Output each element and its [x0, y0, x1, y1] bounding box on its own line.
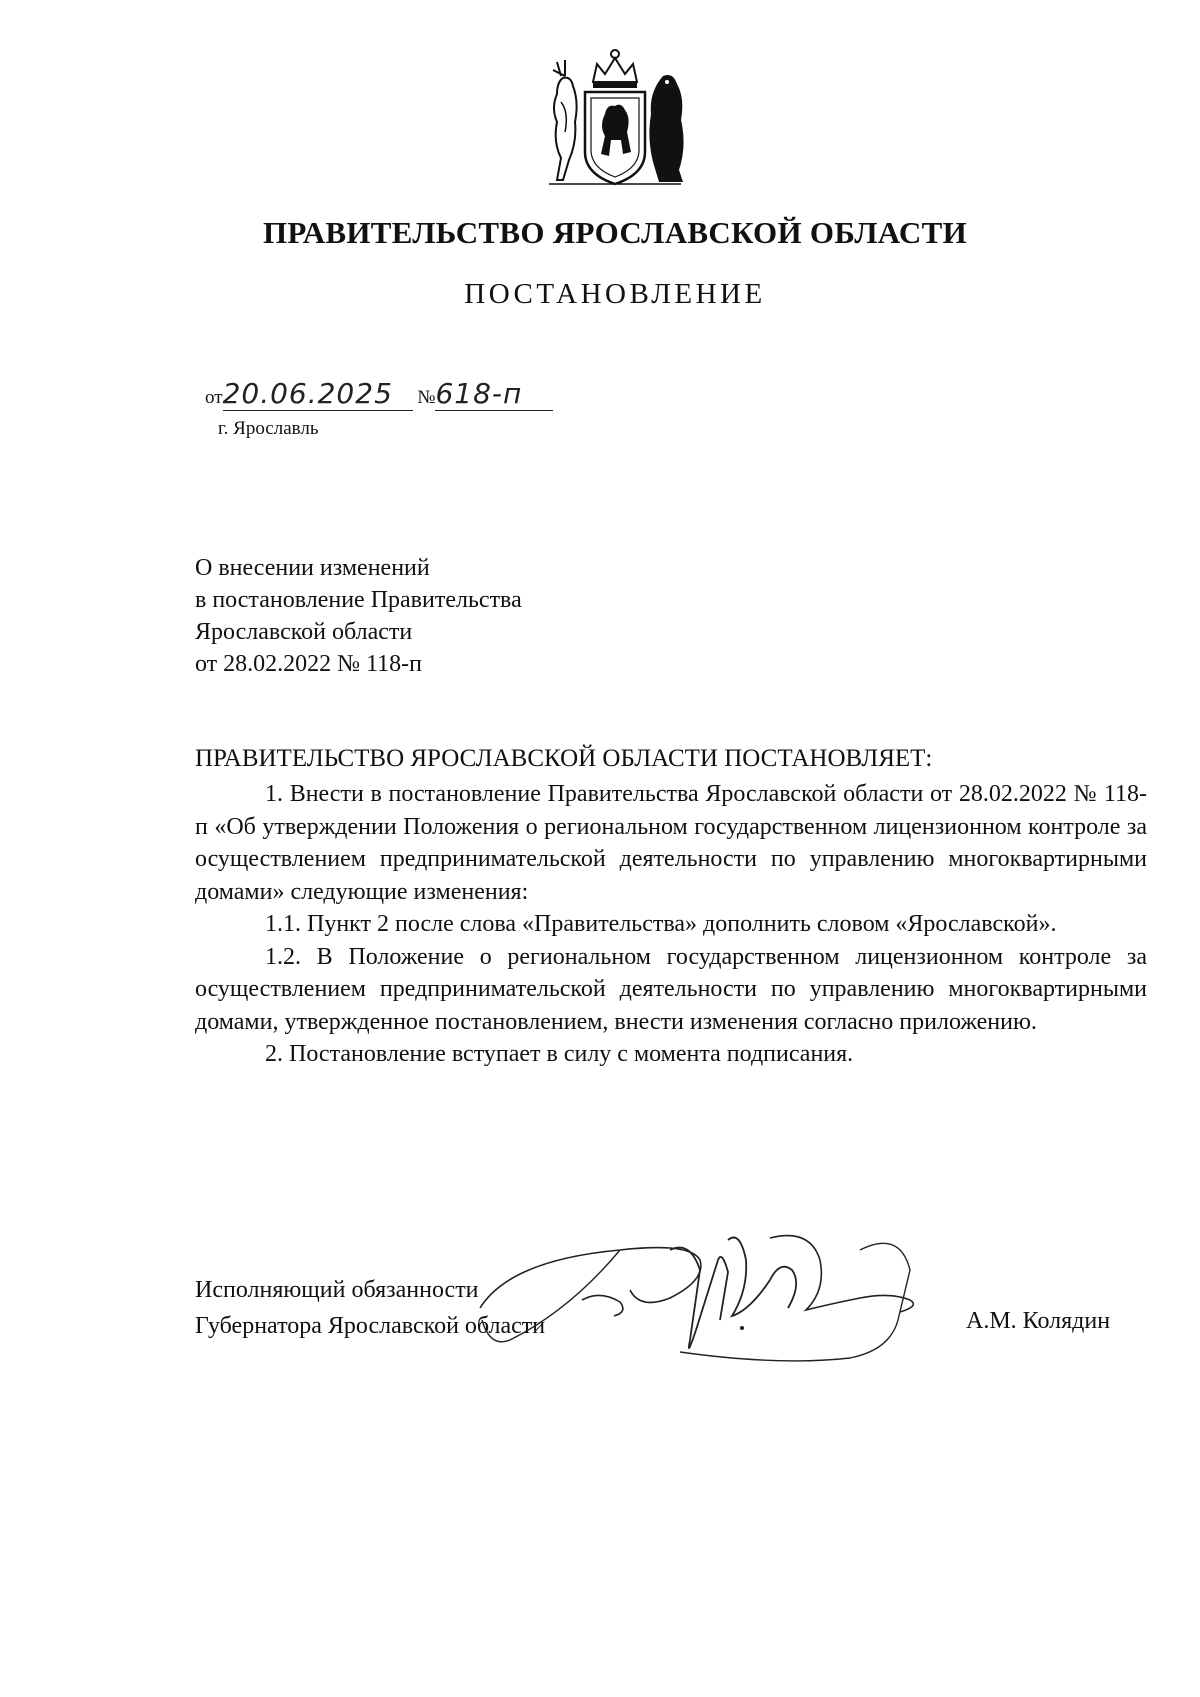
number-prefix: № [417, 387, 436, 408]
body-paragraph: 2. Постановление вступает в силу с момента подписания. [265, 1041, 854, 1067]
date-number-line [205, 377, 553, 411]
number-value: 618-п [435, 377, 523, 410]
subject-line: Ярославской области [195, 619, 413, 645]
position-line: Исполняющий обязанности [195, 1277, 479, 1303]
subject-line: О внесении изменений [195, 555, 430, 581]
date-prefix: от [205, 387, 223, 408]
document-type: ПОСТАНОВЛЕНИЕ [464, 278, 766, 310]
date-value: 20.06.2025 [222, 377, 393, 410]
coat-of-arms-emblem [535, 42, 695, 192]
signatory-name: А.М. Колядин [966, 1308, 1111, 1334]
resolution-heading: ПРАВИТЕЛЬСТВО ЯРОСЛАВСКОЙ ОБЛАСТИ ПОСТАНОВЛЯЕТ: [195, 745, 933, 772]
body-paragraph: 1.2. В Положение о региональном государственном лицензионном контроле за осуществлением предпринимательской деятельности по управлению многоквартирными домами, утвержденное постановлением, внести изменения согласно приложению. [195, 943, 1147, 1035]
subject-line: в постановление Правительства [195, 587, 522, 613]
document-body [195, 778, 1147, 1071]
handwritten-signature [470, 1220, 990, 1370]
document-subject [195, 552, 522, 680]
position-line: Губернатора Ярославской области [195, 1313, 546, 1339]
organization-title: ПРАВИТЕЛЬСТВО ЯРОСЛАВСКОЙ ОБЛАСТИ [263, 215, 967, 250]
body-paragraph: 1.1. Пункт 2 после слова «Правительства» дополнить словом «Ярославской». [265, 911, 1057, 937]
subject-line: от 28.02.2022 № 118-п [195, 651, 423, 677]
body-paragraph: 1. Внести в постановление Правительства Ярославской области от 28.02.2022 № 118-п «Об утверждении Положения о региональном государственном лицензионном контроле за осуществлением предпринимательской деятельности по управлению многоквартирными домами» следующие изменения: [195, 781, 1147, 905]
city: г. Ярославль [218, 418, 319, 439]
